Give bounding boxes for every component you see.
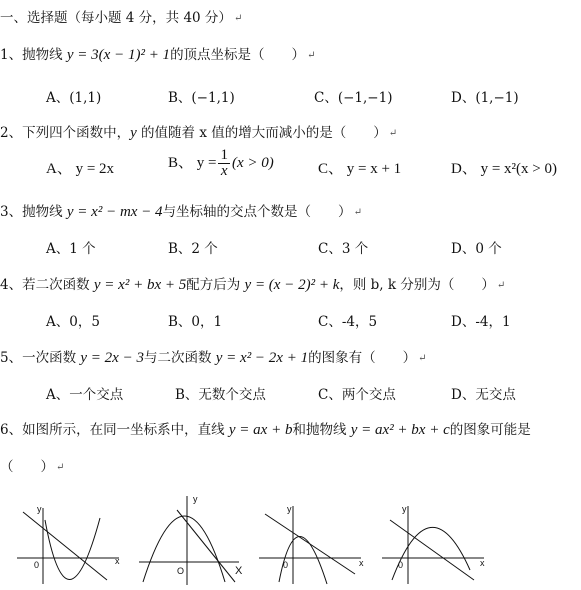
q2-optb-label: B、 y =: [168, 155, 217, 171]
q5-option-a[interactable]: A、一个交点: [46, 387, 124, 403]
question-3: [0, 200, 362, 221]
q4-option-a[interactable]: A、0，5: [46, 314, 100, 330]
question-2: [0, 121, 397, 142]
origin-label: 0: [34, 560, 40, 570]
q2-math: y: [130, 125, 137, 141]
q4-mid: 配方后为: [186, 277, 245, 293]
q3-option-b[interactable]: B、2 个: [168, 241, 218, 257]
q2-option-a[interactable]: A、 y = 2x: [46, 161, 115, 177]
q1-math: y = 3(x − 1)² + 1: [66, 47, 171, 63]
q2-prefix: 2、下列四个函数中，: [0, 125, 131, 141]
q6-mid: 和抛物线: [292, 422, 351, 438]
return-mark: ↵: [418, 353, 427, 364]
q2-option-c[interactable]: C、 y = x + 1: [318, 161, 402, 177]
q2-optb-tail: (x > 0): [231, 155, 274, 171]
question-1: [0, 43, 315, 64]
graph-b[interactable]: [135, 490, 250, 588]
origin-label: 0: [398, 560, 404, 570]
q1-option-b[interactable]: B、(−1,1): [168, 90, 235, 106]
q3-option-c[interactable]: C、3 个: [318, 241, 369, 257]
parabola-graph: [392, 527, 470, 580]
question-4: [0, 273, 505, 294]
y-label: y: [37, 504, 42, 514]
q4-prefix: 4、若二次函数: [0, 277, 94, 293]
q4-option-b[interactable]: B、0，1: [168, 314, 223, 330]
q1-option-c[interactable]: C、(−1,−1): [314, 90, 393, 106]
line-graph: [390, 520, 474, 580]
q5-math2: y = x² − 2x + 1: [215, 350, 309, 366]
fraction: [218, 148, 230, 179]
q1-suffix: 的顶点坐标是（ ）: [170, 47, 306, 63]
question-6: [0, 418, 531, 439]
q4-option-c[interactable]: C、-4，5: [318, 314, 378, 330]
graph-c[interactable]: [255, 500, 370, 588]
q5-option-d[interactable]: D、无交点: [451, 387, 516, 403]
q3-math: y = x² − mx − 4: [66, 204, 163, 220]
header-text: 一、选择题（每小题 4 分，共 40 分）: [0, 10, 232, 26]
origin-label: 0: [283, 560, 289, 570]
q3-prefix: 3、抛物线: [0, 204, 67, 220]
q5-prefix: 5、一次函数: [0, 350, 81, 366]
fraction-numerator: 1: [220, 147, 228, 163]
q4-math2: y = (x − 2)² + k: [244, 277, 340, 293]
y-label: y: [402, 504, 407, 514]
return-mark: ↵: [307, 50, 316, 61]
q5-option-b[interactable]: B、无数个交点: [175, 387, 266, 403]
x-label: x: [480, 558, 485, 568]
origin-label: O: [177, 566, 185, 576]
q2-suffix: 的值随着 x 值的增大而减小的是（ ）: [136, 125, 387, 141]
q2-option-d[interactable]: D、 y = x²(x > 0): [451, 161, 557, 177]
parabola-graph: [45, 518, 100, 580]
section-header: [0, 6, 242, 26]
q4-suffix: ，则 b, k 分别为（ ）: [339, 277, 495, 293]
q1-option-a[interactable]: A、(1,1): [46, 90, 102, 106]
question-6-cont: [0, 455, 64, 475]
q6-math2: y = ax² + bx + c: [350, 422, 450, 438]
q6-suffix: 的图象可能是: [449, 422, 531, 438]
q5-suffix: 的图象有（ ）: [308, 350, 417, 366]
q4-math: y = x² + bx + 5: [93, 277, 187, 293]
return-mark: ↵: [496, 280, 506, 291]
return-mark: ↵: [388, 128, 398, 139]
q3-option-d[interactable]: D、0 个: [451, 241, 502, 257]
return-mark: ↵: [353, 207, 362, 218]
q3-suffix: 与坐标轴的交点个数是（ ）: [162, 204, 352, 220]
q5-mid: 与二次函数: [143, 350, 216, 366]
graph-a[interactable]: [15, 500, 125, 588]
q1-option-d[interactable]: D、(1,−1): [451, 90, 519, 106]
y-label: y: [193, 494, 198, 504]
x-label: X: [235, 565, 243, 577]
q6-cont: （ ）: [0, 459, 54, 475]
return-mark: ↵: [56, 462, 65, 473]
q2-option-b[interactable]: [168, 148, 274, 179]
q4-option-d[interactable]: D、-4，1: [451, 314, 511, 330]
q6-prefix: 6、如图所示，在同一坐标系中，直线: [0, 422, 229, 438]
q1-prefix: 1、抛物线: [0, 47, 67, 63]
x-label: x: [115, 556, 120, 566]
q6-math: y = ax + b: [228, 422, 293, 438]
return-mark: ↵: [233, 13, 243, 24]
q5-math: y = 2x − 3: [80, 350, 144, 366]
graph-d[interactable]: [378, 500, 493, 588]
question-5: [0, 346, 426, 367]
fraction-denominator: x: [220, 163, 228, 179]
x-label: x: [359, 558, 364, 568]
line-graph: [177, 510, 235, 582]
q3-option-a[interactable]: A、1 个: [46, 241, 96, 257]
q5-option-c[interactable]: C、两个交点: [318, 387, 396, 403]
y-label: y: [287, 504, 292, 514]
